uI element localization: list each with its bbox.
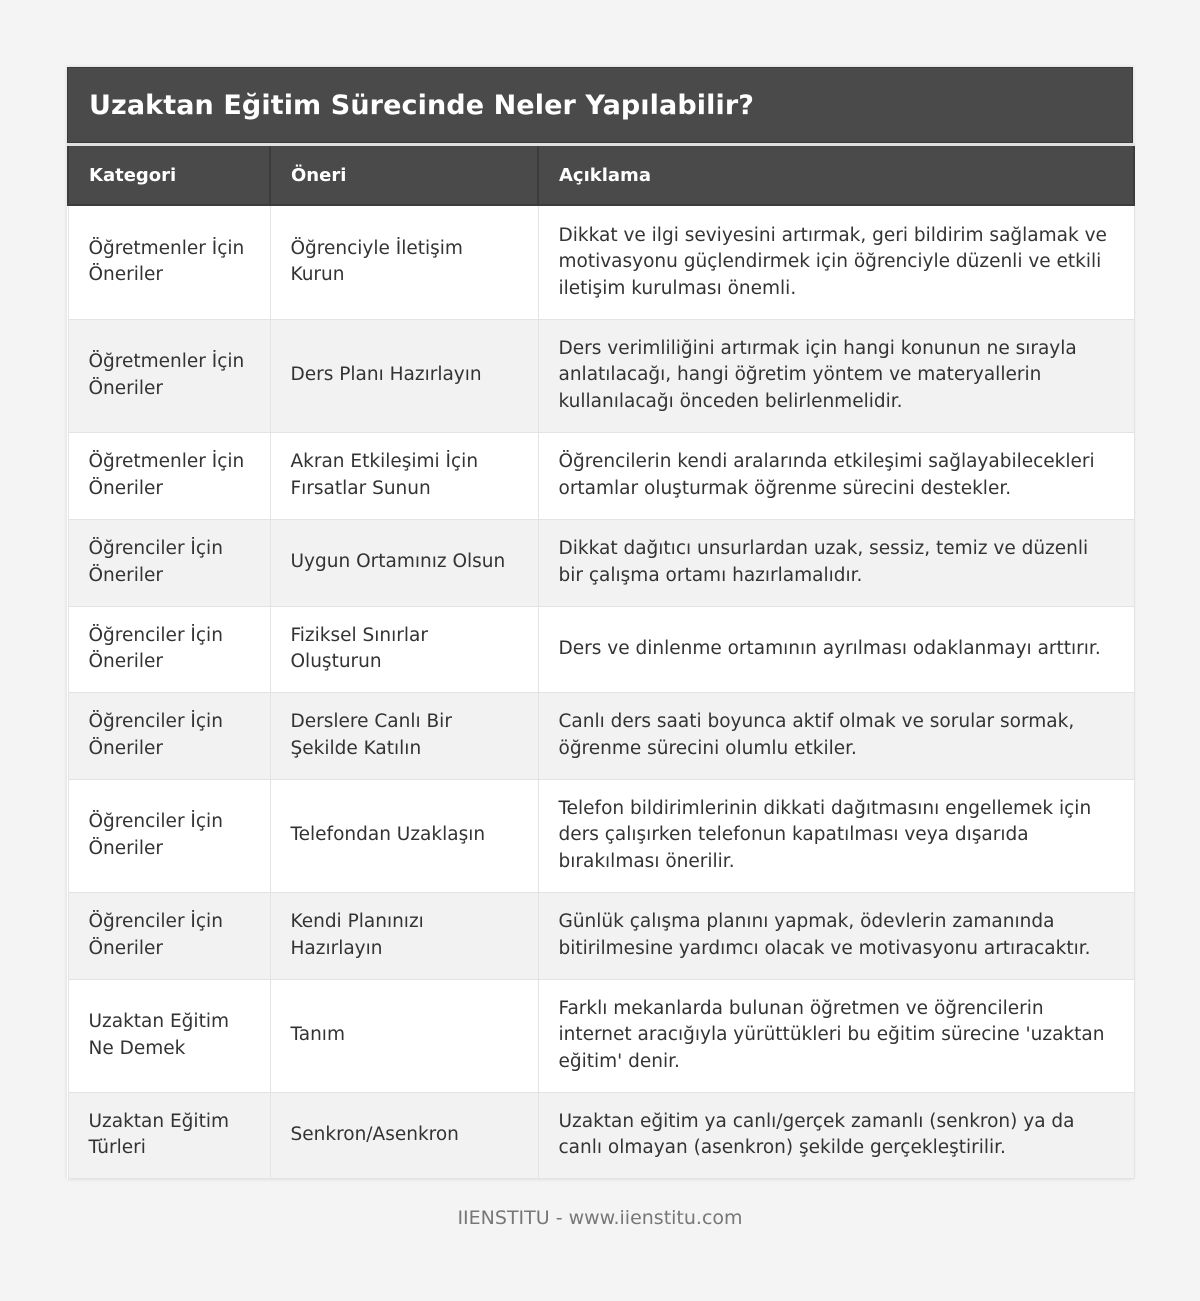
cell-kategori: Öğrenciler İçin Öneriler bbox=[68, 606, 270, 692]
cell-oneri: Tanım bbox=[270, 979, 538, 1092]
table-row bbox=[68, 432, 1134, 519]
cell-aciklama: Canlı ders saati boyunca aktif olmak ve sorular sormak, öğrenme sürecini olumlu etkiler. bbox=[538, 692, 1134, 779]
table-row bbox=[68, 779, 1134, 892]
table-row bbox=[68, 606, 1134, 692]
table-card bbox=[67, 67, 1133, 1179]
column-header-oneri: Öneri bbox=[270, 145, 538, 206]
cell-oneri: Telefondan Uzaklaşın bbox=[270, 779, 538, 892]
cell-kategori: Öğretmenler İçin Öneriler bbox=[68, 319, 270, 432]
cell-oneri: Uygun Ortamınız Olsun bbox=[270, 519, 538, 606]
table-row bbox=[68, 1092, 1134, 1178]
cell-kategori: Öğrenciler İçin Öneriler bbox=[68, 519, 270, 606]
cell-aciklama: Telefon bildirimlerinin dikkati dağıtmasını engellemek için ders çalışırken telefonun kapatılması veya dışarıda bırakılması önerilir. bbox=[538, 779, 1134, 892]
table-header-row bbox=[68, 145, 1134, 206]
cell-aciklama: Ders ve dinlenme ortamının ayrılması odaklanmayı arttırır. bbox=[538, 606, 1134, 692]
title-bar bbox=[67, 67, 1133, 143]
cell-kategori: Öğretmenler İçin Öneriler bbox=[68, 432, 270, 519]
table-row bbox=[68, 319, 1134, 432]
table-row bbox=[68, 979, 1134, 1092]
cell-kategori: Uzaktan Eğitim Ne Demek bbox=[68, 979, 270, 1092]
cell-oneri: Derslere Canlı Bir Şekilde Katılın bbox=[270, 692, 538, 779]
table-row bbox=[68, 519, 1134, 606]
cell-aciklama: Dikkat dağıtıcı unsurlardan uzak, sessiz, temiz ve düzenli bir çalışma ortamı hazırlamalıdır. bbox=[538, 519, 1134, 606]
cell-kategori: Öğrenciler İçin Öneriler bbox=[68, 692, 270, 779]
cell-aciklama: Günlük çalışma planını yapmak, ödevlerin zamanında bitirilmesine yardımcı olacak ve motivasyonu artıracaktır. bbox=[538, 892, 1134, 979]
cell-oneri: Akran Etkileşimi İçin Fırsatlar Sunun bbox=[270, 432, 538, 519]
cell-aciklama: Dikkat ve ilgi seviyesini artırmak, geri bildirim sağlamak ve motivasyonu güçlendirmek için öğrenciyle düzenli ve etkili iletişim kurulması önemli. bbox=[538, 205, 1134, 319]
cell-kategori: Öğretmenler İçin Öneriler bbox=[68, 205, 270, 319]
cell-kategori: Öğrenciler İçin Öneriler bbox=[68, 892, 270, 979]
cell-oneri: Fiziksel Sınırlar Oluşturun bbox=[270, 606, 538, 692]
column-header-aciklama: Açıklama bbox=[538, 145, 1134, 206]
cell-oneri: Ders Planı Hazırlayın bbox=[270, 319, 538, 432]
cell-oneri: Kendi Planınızı Hazırlayın bbox=[270, 892, 538, 979]
table-row bbox=[68, 692, 1134, 779]
page-title: Uzaktan Eğitim Sürecinde Neler Yapılabilir? bbox=[89, 89, 755, 121]
cell-oneri: Senkron/Asenkron bbox=[270, 1092, 538, 1178]
recommendations-table bbox=[67, 143, 1135, 1179]
cell-kategori: Uzaktan Eğitim Türleri bbox=[68, 1092, 270, 1178]
cell-aciklama: Farklı mekanlarda bulunan öğretmen ve öğrencilerin internet aracığıyla yürüttükleri bu eğitim sürecine 'uzaktan eğitim' denir. bbox=[538, 979, 1134, 1092]
table-row bbox=[68, 205, 1134, 319]
footer-credit: IIENSTITU - www.iienstitu.com bbox=[457, 1207, 743, 1229]
cell-aciklama: Öğrencilerin kendi aralarında etkileşimi sağlayabilecekleri ortamlar oluşturmak öğrenme sürecini destekler. bbox=[538, 432, 1134, 519]
cell-aciklama: Uzaktan eğitim ya canlı/gerçek zamanlı (senkron) ya da canlı olmayan (asenkron) şekilde gerçekleştirilir. bbox=[538, 1092, 1134, 1178]
cell-kategori: Öğrenciler İçin Öneriler bbox=[68, 779, 270, 892]
cell-oneri: Öğrenciyle İletişim Kurun bbox=[270, 205, 538, 319]
cell-aciklama: Ders verimliliğini artırmak için hangi konunun ne sırayla anlatılacağı, hangi öğretim yöntem ve materyallerin kullanılacağı önceden belirlenmelidir. bbox=[538, 319, 1134, 432]
table-row bbox=[68, 892, 1134, 979]
column-header-kategori: Kategori bbox=[68, 145, 270, 206]
